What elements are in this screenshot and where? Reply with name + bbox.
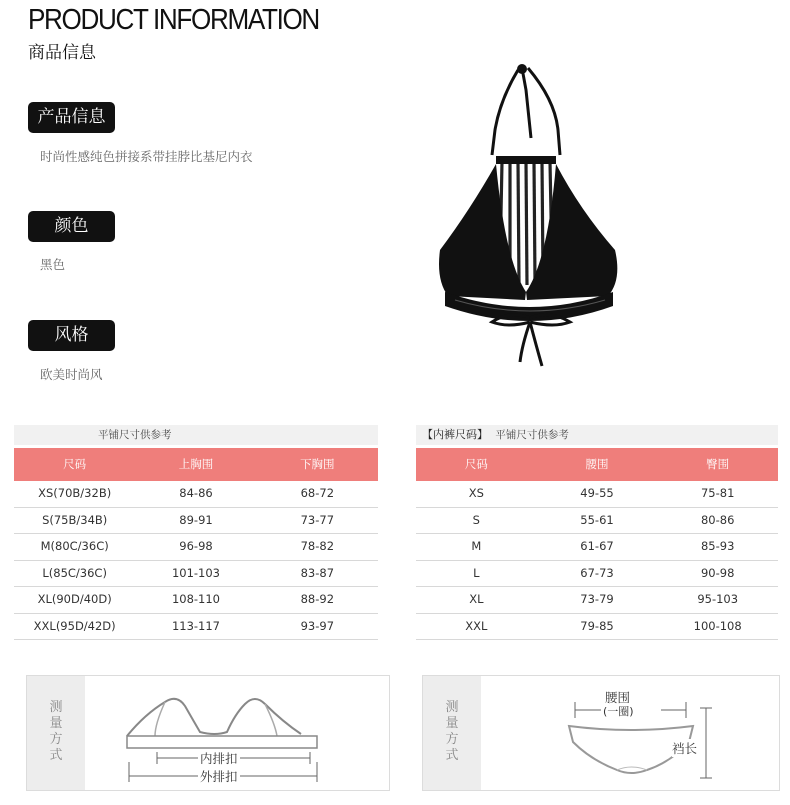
measure-method-label: 测量方式 (49, 700, 63, 763)
color-value: 黑色 (40, 257, 66, 272)
table-row: S 55-61 80-86 (416, 508, 778, 535)
bra-diagram-area (85, 676, 389, 790)
label-style: 风格 (28, 320, 115, 351)
crotch-length-label: 裆长 (672, 741, 698, 756)
waist-sub-label: (一圈) (603, 705, 634, 718)
product-info-value: 时尚性感纯色拼接系带挂脖比基尼内衣 (40, 149, 253, 164)
label-color: 颜色 (28, 211, 115, 242)
bikini-top-image (430, 60, 630, 375)
panty-table-header: 尺码 腰围 臀围 (416, 448, 778, 481)
table-row: L 67-73 90-98 (416, 561, 778, 588)
table-row: M 61-67 85-93 (416, 534, 778, 561)
title-chinese: 商品信息 (28, 43, 96, 63)
bra-size-table (14, 425, 378, 640)
table-row: XS 49-55 75-81 (416, 481, 778, 508)
bra-measurement-panel (26, 675, 390, 791)
panty-table-caption: 【内裤尺码】 平铺尺寸供参考 (416, 425, 778, 445)
table-row: M(80C/36C) 96-98 78-82 (14, 534, 378, 561)
table-row: L(85C/36C) 101-103 83-87 (14, 561, 378, 588)
panty-measurement-panel (422, 675, 780, 791)
table-row: XL(90D/40D) 108-110 88-92 (14, 587, 378, 614)
panty-outline-icon (561, 692, 761, 787)
waist-label: 腰围 (605, 690, 631, 705)
label-product-info: 产品信息 (28, 102, 115, 133)
style-value: 欧美时尚风 (40, 367, 103, 382)
panty-size-table (416, 425, 778, 640)
table-row: XXL(95D/42D) 113-117 93-97 (14, 614, 378, 641)
outer-clasp-label: 外排扣 (200, 769, 238, 784)
inner-clasp-label: 内排扣 (200, 751, 238, 766)
table-row: XXL 79-85 100-108 (416, 614, 778, 641)
table-row: XS(70B/32B) 84-86 68-72 (14, 481, 378, 508)
bra-table-caption: 平铺尺寸供参考 (14, 425, 378, 445)
title-english: PRODUCT INFORMATION (28, 4, 319, 36)
table-row: S(75B/34B) 89-91 73-77 (14, 508, 378, 535)
panty-diagram-area (481, 676, 779, 790)
table-row: XL 73-79 95-103 (416, 587, 778, 614)
measure-method-label: 测量方式 (445, 700, 459, 763)
bra-table-header: 尺码 上胸围 下胸围 (14, 448, 378, 481)
